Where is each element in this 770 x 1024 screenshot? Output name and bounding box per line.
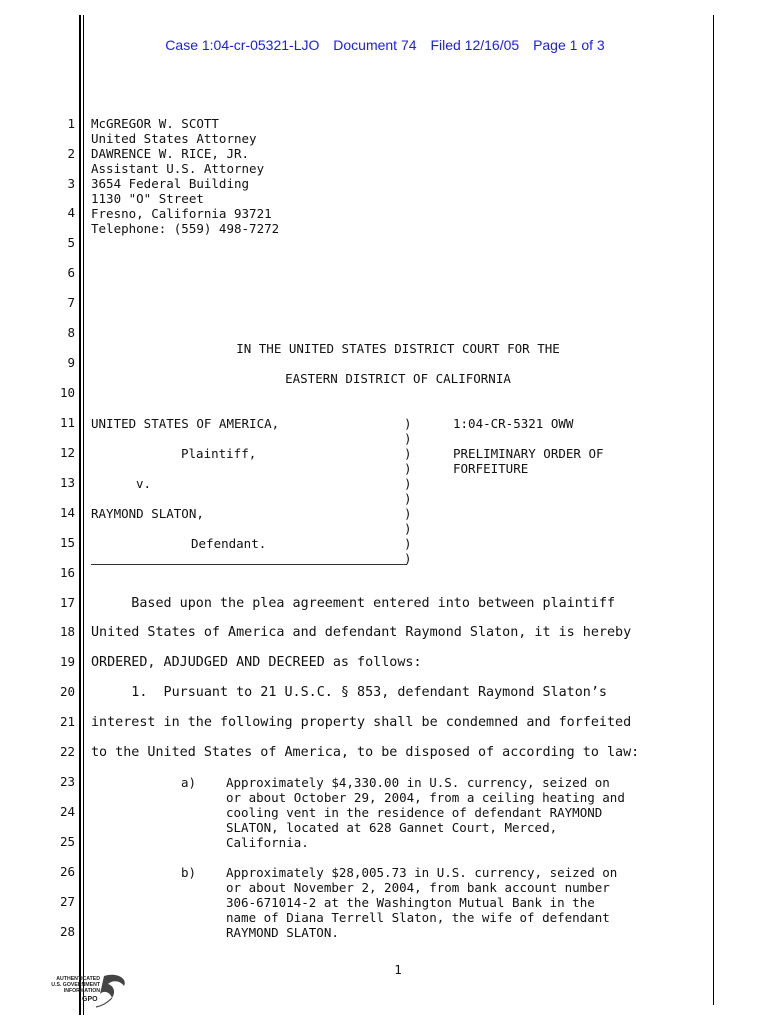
body-line: ORDERED, ADJUDGED AND DECREED as follows:	[91, 655, 422, 670]
left-margin-rule-inner	[83, 15, 84, 1015]
address-city: Fresno, California 93721	[91, 206, 272, 221]
line-number: 11	[59, 415, 75, 430]
line-number: 8	[67, 325, 75, 340]
defendant-name: RAYMOND SLATON,	[91, 506, 204, 521]
line-number: 26	[59, 864, 75, 879]
line-number: 4	[67, 205, 75, 220]
caption-paren: )	[404, 416, 412, 431]
caption-paren-column	[404, 416, 412, 566]
item-line: Approximately $4,330.00 in U.S. currency, seized on	[226, 775, 610, 790]
caption-paren: )	[404, 461, 412, 476]
line-number: 12	[59, 445, 75, 460]
line-number: 18	[59, 624, 75, 639]
body-line: Based upon the plea agreement entered into between plaintiff	[91, 596, 616, 611]
document-title-line1: PRELIMINARY ORDER OF	[453, 446, 604, 461]
line-number: 16	[59, 565, 75, 580]
assistant-attorney-title: Assistant U.S. Attorney	[91, 161, 265, 176]
line-number: 10	[59, 385, 75, 400]
plaintiff-label: Plaintiff,	[181, 446, 257, 461]
line-number: 9	[67, 355, 75, 370]
line-number: 21	[59, 714, 75, 729]
plaintiff-name: UNITED STATES OF AMERICA,	[91, 416, 280, 431]
caption-paren: )	[404, 536, 412, 551]
caption-paren: )	[404, 551, 412, 566]
line-number: 6	[67, 265, 75, 280]
item-line: RAYMOND SLATON.	[226, 925, 339, 940]
line-number: 7	[67, 295, 75, 310]
left-margin-rule-outer	[79, 15, 81, 1015]
ecf-header-stamp	[0, 37, 770, 53]
item-label: a)	[181, 775, 197, 790]
caption-paren: )	[404, 431, 412, 446]
line-number: 17	[59, 595, 75, 610]
caption-paren: )	[404, 521, 412, 536]
case-number: 1:04-CR-5321 OWW	[453, 416, 574, 431]
line-number: 14	[59, 505, 75, 520]
line-number: 13	[59, 475, 75, 490]
line-number: 20	[59, 684, 75, 699]
caption-paren: )	[404, 446, 412, 461]
logo-gpo: GPO	[82, 996, 98, 1003]
header-document-number: Document 74	[333, 37, 417, 53]
telephone: Telephone: (559) 498-7272	[91, 221, 280, 236]
item-line: or about October 29, 2004, from a ceiling heating and	[226, 790, 625, 805]
address-building: 3654 Federal Building	[91, 176, 250, 191]
line-number: 15	[59, 535, 75, 550]
right-margin-rule	[713, 15, 714, 1005]
gpo-authentication-logo	[42, 970, 132, 1010]
assistant-attorney-name: DAWRENCE W. RICE, JR.	[91, 146, 250, 161]
line-number: 3	[67, 176, 75, 191]
item-line: or about November 2, 2004, from bank account number	[226, 880, 610, 895]
item-line: cooling vent in the residence of defendant RAYMOND	[226, 805, 603, 820]
body-line: interest in the following property shall be condemned and forfeited	[91, 715, 632, 730]
body-line: United States of America and defendant Raymond Slaton, it is hereby	[91, 625, 632, 640]
caption-paren: )	[404, 491, 412, 506]
body-line: to the United States of America, to be disposed of according to law:	[91, 745, 640, 760]
item-line: SLATON, located at 628 Gannet Court, Merced,	[226, 820, 558, 835]
caption-underline	[91, 564, 407, 565]
header-page-count: Page 1 of 3	[533, 37, 605, 53]
line-number: 27	[59, 894, 75, 909]
item-line: 306-671014-2 at the Washington Mutual Bank in the	[226, 895, 595, 910]
caption-paren: )	[404, 476, 412, 491]
line-number: 19	[59, 654, 75, 669]
line-number: 1	[67, 116, 75, 131]
header-filed-date: Filed 12/16/05	[430, 37, 520, 53]
line-number: 24	[59, 804, 75, 819]
court-name: IN THE UNITED STATES DISTRICT COURT FOR THE	[236, 341, 560, 356]
attorney-name: McGREGOR W. SCOTT	[91, 116, 219, 131]
defendant-label: Defendant.	[191, 536, 267, 551]
item-line: California.	[226, 835, 309, 850]
item-line: Approximately $28,005.73 in U.S. currency, seized on	[226, 865, 618, 880]
item-label: b)	[181, 865, 197, 880]
logo-text: AUTHENTICATED U.S. GOVERNMENT INFORMATION	[51, 976, 100, 994]
item-line: name of Diana Terrell Slaton, the wife of defendant	[226, 910, 610, 925]
line-number: 2	[67, 146, 75, 161]
header-case-number: Case 1:04-cr-05321-LJO	[165, 37, 320, 53]
line-number: 5	[67, 235, 75, 250]
court-district: EASTERN DISTRICT OF CALIFORNIA	[285, 371, 511, 386]
address-street: 1130 "O" Street	[91, 191, 204, 206]
page-number: 1	[394, 962, 402, 977]
document-title-line2: FORFEITURE	[453, 461, 529, 476]
body-line: 1. Pursuant to 21 U.S.C. § 853, defendant Raymond Slaton’s	[91, 685, 607, 700]
line-number: 25	[59, 834, 75, 849]
caption-paren: )	[404, 506, 412, 521]
line-number: 23	[59, 774, 75, 789]
line-number: 28	[59, 924, 75, 939]
line-number: 22	[59, 744, 75, 759]
versus-label: v.	[136, 476, 152, 491]
attorney-title: United States Attorney	[91, 131, 257, 146]
